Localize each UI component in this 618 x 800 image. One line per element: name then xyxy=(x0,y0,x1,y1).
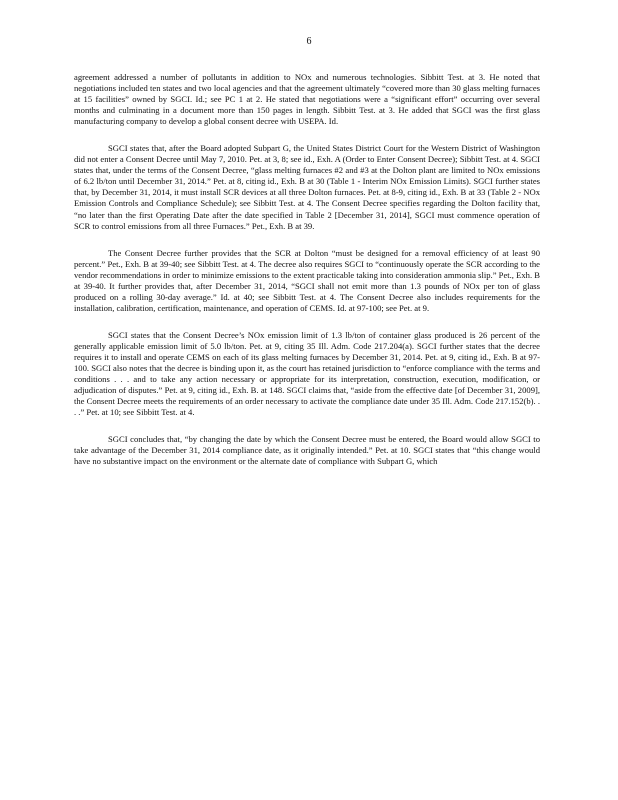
paragraph-2: SGCI states that, after the Board adopted Subpart G, the United States District Court for the Western District of Washington did not enter a Consent Decree until May 7, 2010. Pet. at 3, 8; see id., Exh. A (Order to Enter Consent Decree); Sibbitt Test. at 4. SGCI states that, under the terms of the Consent Decree, “glass melting furnaces #2 and #3 at the Dolton plant are limited to NOx emissions of 6.2 lb/ton until December 31, 2014.” Pet. at 8, citing id., Exh. B at 30 (Table 1 - Interim NOx Emission Limits). SGCI further states that, by December 31, 2014, it must install SCR devices at all three Dolton furnaces. Pet. at 8-9, citing id., Exh. B at 33 (Table 2 - NOx Emission Controls and Compliance Schedule); see Sibbitt Test. at 4. The Consent Decree specifies regarding the Dolton facility that, “no later than the first Operating Date after the date specified in Table 2 [December 31, 2014], SGCI must commence operation of SCR to control emissions from all three Furnaces.” Pet., Exh. B at 39. xyxy=(74,143,540,231)
paragraph-5: SGCI concludes that, “by changing the date by which the Consent Decree must be entered, the Board would allow SGCI to take advantage of the December 31, 2014 compliance date, as it originally intended.” Pet. at 10. SGCI states that “this change would have no substantive impact on the environment or the alternate date of compliance with Subpart G, which xyxy=(74,434,540,467)
paragraph-3: The Consent Decree further provides that the SCR at Dolton “must be designed for a removal efficiency of at least 90 percent.” Pet., Exh. B at 39-40; see Sibbitt Test. at 4. The decree also requires SGCI to “continuously operate the SCR according to the vendor recommendations in order to minimize emissions to the extent practicable taking into consideration ammonia slip.” Pet., Exh. B at 39-40. It further provides that, after December 31, 2014, “SGCI shall not emit more than 1.3 pounds of NOx per ton of glass produced on a rolling 30-day average.” Id. at 40; see Sibbitt Test. at 4. The Consent Decree also includes requirements for the installation, calibration, certification, maintenance, and operation of CEMS. Id. at 97-100; see Pet. at 9. xyxy=(74,247,540,313)
page-number: 6 xyxy=(306,36,312,47)
paragraph-4: SGCI states that the Consent Decree’s NOx emission limit of 1.3 lb/ton of container glass produced is 26 percent of the generally applicable emission limit of 5.0 lb/ton. Pet. at 9, citing 35 Ill. Adm. Code 217.204(a). SGCI further states that the decree requires it to install and operate CEMS on each of its glass melting furnaces by December 31, 2014. Pet. at 9, citing id., Exh. B at 97-100. SGCI also notes that the decree is binding upon it, as the court has retained jurisdiction to “enforce compliance with the terms and conditions . . . and to take any action necessary or appropriate for its interpretation, construction, execution, modification, or adjudication of disputes.” Pet. at 9, citing id., Exh. B. at 148. SGCI claims that, “aside from the effective date [of December 31, 2009], the Consent Decree meets the requirements of an order necessary to activate the compliance date under 35 Ill. Adm. Code 217.152(b). . . .” Pet. at 10; see Sibbitt Test. at 4. xyxy=(74,329,540,418)
paragraph-1: agreement addressed a number of pollutants in addition to NOx and numerous technologies. Sibbitt Test. at 3. He noted that negotiations included ten states and two local agencies and that the agreement ultimately “covered more than 30 glass melting furnaces at 15 facilities” owned by SGCI. Id.; see PC 1 at 2. He stated that negotiations were a “significant effort” occurring over several months and culminating in a document more than 150 pages in length. Sibbitt Test. at 3. He added that SGCI was the first glass manufacturing company to develop a global consent decree with USEPA. Id. xyxy=(74,72,540,127)
body-text xyxy=(74,72,540,483)
